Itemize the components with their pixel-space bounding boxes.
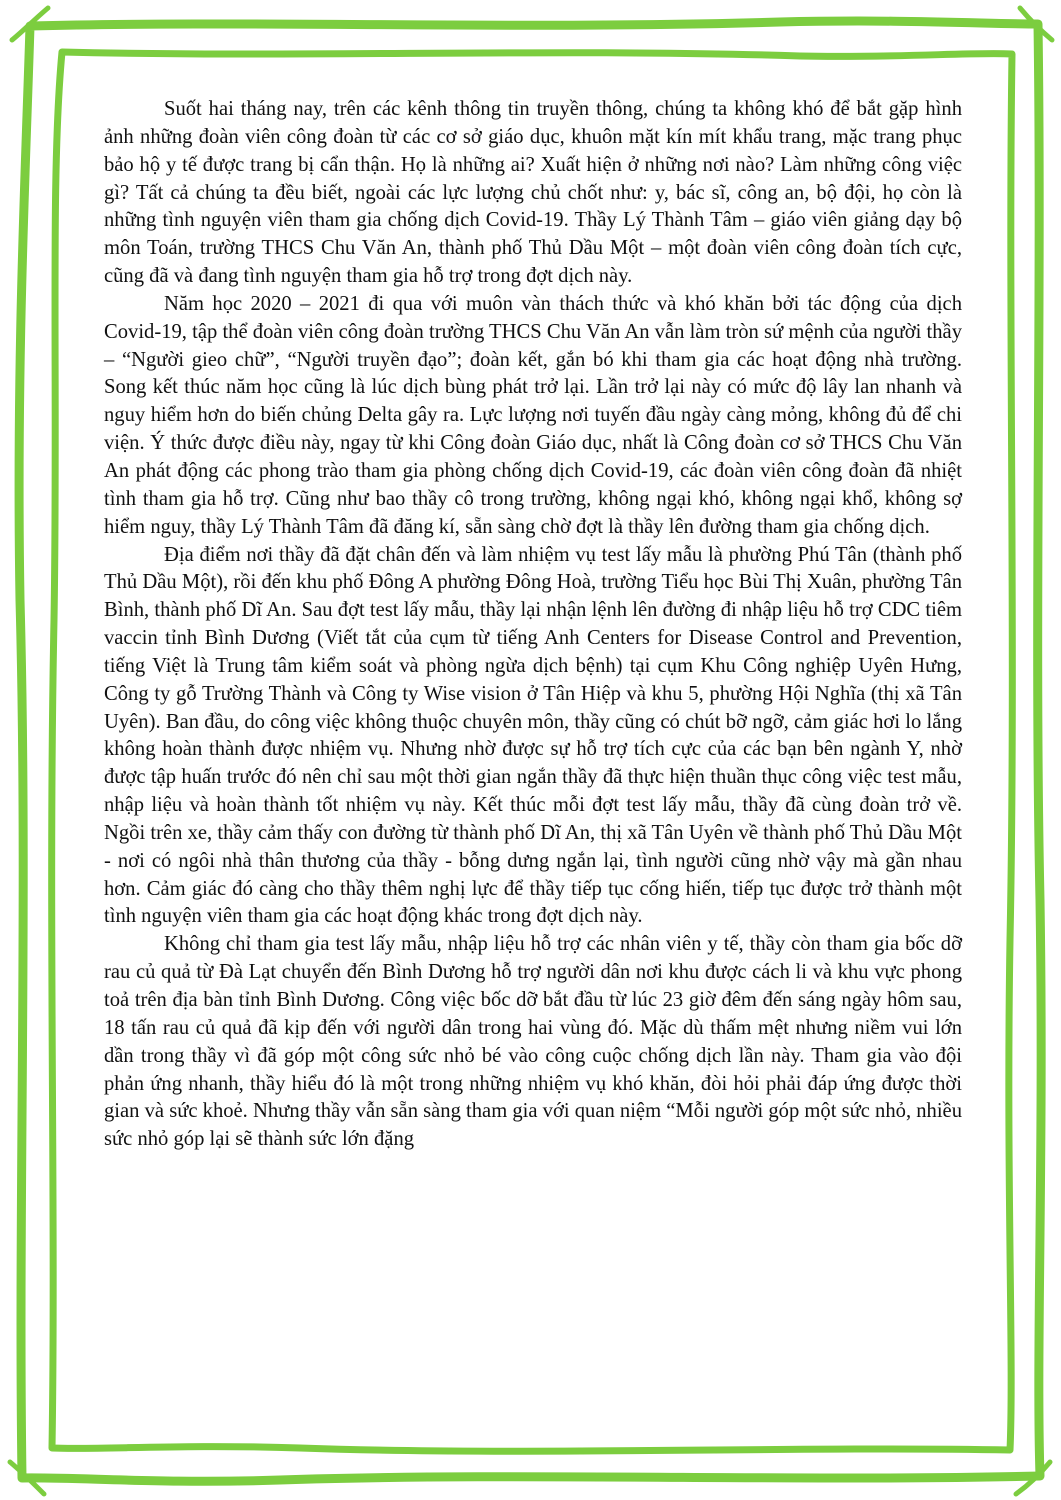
article-body (104, 96, 962, 1154)
paragraph: Địa điểm nơi thầy đã đặt chân đến và làm nhiệm vụ test lấy mẫu là phường Phú Tân (thành phố Thủ Dầu Một), rồi đến khu phố Đông A phường Đông Hoà, trường Tiểu học Bùi Thị Xuân, phường Tân Bình, thành phố Dĩ An. Sau đợt test lấy mẫu, thầy lại nhận lệnh lên đường đi nhập liệu hỗ trợ CDC tiêm vaccin tỉnh Bình Dương (Viết tắt của cụm từ tiếng Anh Centers for Disease Control and Prevention, tiếng Việt là Trung tâm kiểm soát và phòng ngừa dịch bệnh) tại cụm Khu Công nghiệp Uyên Hưng, Công ty gỗ Trường Thành và Công ty Wise vision ở Tân Hiệp và khu 5, phường Hội Nghĩa (thị xã Tân Uyên). Ban đầu, do công việc không thuộc chuyên môn, thầy cũng có chút bỡ ngỡ, cảm giác hơi lo lắng không hoàn thành được nhiệm vụ. Nhưng nhờ được sự hỗ trợ tích cực của các bạn bên ngành Y, nhờ được tập huấn trước đó nên chỉ sau một thời gian ngắn thầy đã thực hiện thuần thục công việc test mẫu, nhập liệu và hoàn thành tốt nhiệm vụ này. Kết thúc mỗi đợt test lấy mẫu, thầy đã cùng đoàn trở về. Ngồi trên xe, thầy cảm thấy con đường từ thành phố Dĩ An, thị xã Tân Uyên về thành phố Thủ Dầu Một - nơi có ngôi nhà thân thương của thầy - bỗng dưng ngắn lại, tình người cũng nhờ vậy mà gần nhau hơn. Cảm giác đó càng cho thầy thêm nghị lực để thầy tiếp tục cống hiến, tiếp tục được trở thành một tình nguyện viên tham gia các hoạt động khác trong đợt dịch này. (104, 543, 962, 928)
paragraph: Không chỉ tham gia test lấy mẫu, nhập liệu hỗ trợ các nhân viên y tế, thầy còn tham gia bốc dỡ rau củ quả từ Đà Lạt chuyển đến Bình Dương hỗ trợ người dân nơi khu được cách li và khu vực phong toả trên địa bàn tỉnh Bình Dương. Công việc bốc dỡ bắt đầu từ lúc 23 giờ đêm đến sáng ngày hôm sau, 18 tấn rau củ quả đã kịp đến với người dân trong hai vùng đó. Mặc dù thấm mệt nhưng niềm vui lớn dần trong thầy vì đã góp một công sức nhỏ bé vào công cuộc chống dịch lần này. Tham gia vào đội phản ứng nhanh, thầy hiểu đó là một trong những nhiệm vụ khó khăn, đòi hỏi phải đáp ứng được thời gian và sức khoẻ. Nhưng thầy vẫn sẵn sàng tham gia với quan niệm “Mỗi người góp một sức nhỏ, nhiều sức nhỏ góp lại sẽ thành sức lớn đặng (104, 933, 962, 1151)
paragraph: Năm học 2020 – 2021 đi qua với muôn vàn thách thức và khó khăn bởi tác động của dịch Covid-19, tập thể đoàn viên công đoàn trường THCS Chu Văn An vẫn làm tròn sứ mệnh của người thầy – “Người gieo chữ”, “Người truyền đạo”; đoàn kết, gắn bó khi tham gia các hoạt động nhà trường. Song kết thúc năm học cũng là lúc dịch bùng phát trở lại. Lần trở lại này có mức độ lây lan nhanh và nguy hiểm hơn do biến chủng Delta gây ra. Lực lượng nơi tuyến đầu ngày càng mỏng, không đủ để chi viện. Ý thức được điều này, ngay từ khi Công đoàn Giáo dục, nhất là Công đoàn cơ sở THCS Chu Văn An phát động các phong trào tham gia phòng chống dịch Covid-19, các đoàn viên công đoàn đã nhiệt tình tham gia hỗ trợ. Cũng như bao thầy cô trong trường, không ngại khó, không ngại khổ, không sợ hiểm nguy, thầy Lý Thành Tâm đã đăng kí, sẵn sàng chờ đợt là thầy lên đường tham gia chống dịch. (104, 292, 962, 538)
paragraph: Suốt hai tháng nay, trên các kênh thông tin truyền thông, chúng ta không khó để bắt gặp hình ảnh những đoàn viên công đoàn từ các cơ sở giáo dục, khuôn mặt kín mít khẩu trang, mặc trang phục bảo hộ y tế được trang bị cẩn thận. Họ là những ai? Xuất hiện ở những nơi nào? Làm những công việc gì? Tất cả chúng ta đều biết, ngoài các lực lượng chủ chốt như: y, bác sĩ, công an, bộ đội, họ còn là những tình nguyện viên tham gia chống dịch Covid-19. Thầy Lý Thành Tâm – giáo viên giảng dạy bộ môn Toán, trường THCS Chu Văn An, thành phố Thủ Dầu Một – một đoàn viên công đoàn tích cực, cũng đã và đang tình nguyện tham gia hỗ trợ trong đợt dịch này. (104, 98, 962, 288)
